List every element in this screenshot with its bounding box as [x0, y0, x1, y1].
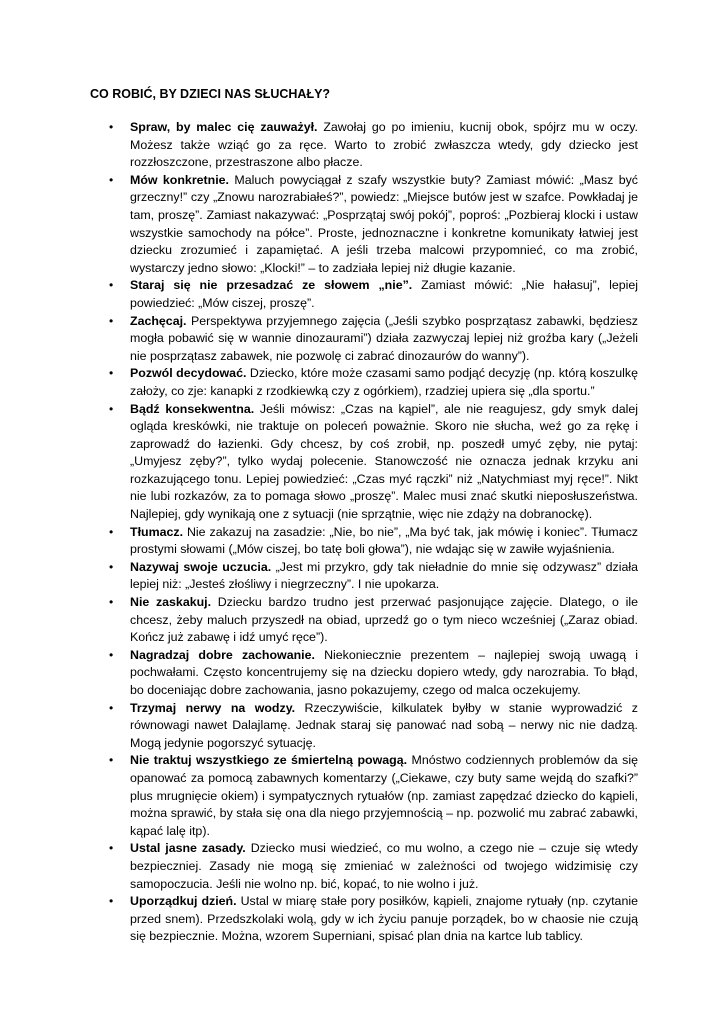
tip-body: Dziecko, które może czasami samo podjąć decyzję (np. którą koszulkę założy, co zje: kanapki z rzodkiewką czy z ogórkiem), rzadziej upiera się „dla sportu.” [130, 366, 638, 398]
tip-body: Nie zakazuj na zasadzie: „Nie, bo nie”, „Ma być tak, jak mówię i koniec”. Tłumacz prostymi słowami („Mów ciszej, bo tatę boli głowa”), nie wdając się w zawiłe wyjaśnienia. [130, 524, 638, 557]
tip-item [109, 313, 638, 366]
bullet-icon: • [109, 595, 114, 610]
tip-item [109, 277, 638, 312]
tip-body: Perspektywa przyjemnego zajęcia („Jeśli szybko posprzątasz zabawki, będziesz mogła pobawić się w wannie dinozaurami”) działa zazwyczaj lepiej niż groźba kary („Jeżeli nie posprzątasz zabawek, nie pozwolę ci zabrać dinozaurów do wanny”). [130, 313, 638, 363]
bullet-icon: • [109, 647, 114, 662]
bullet-icon: • [109, 841, 114, 856]
tip-heading: Tłumacz. [130, 524, 184, 539]
tip-item [109, 752, 638, 840]
tip-item [109, 700, 638, 753]
tip-item [109, 893, 638, 946]
bullet-icon: • [109, 120, 114, 134]
bullet-icon: • [109, 313, 114, 328]
tip-body: Zamiast mówić: „Nie hałasuj”, lepiej powiedzieć: „Mów ciszej, proszę”. [130, 278, 638, 310]
tip-heading: Mów konkretnie. [130, 172, 229, 187]
tip-item [109, 840, 638, 893]
tips-list [109, 119, 639, 946]
tip-item [109, 119, 638, 172]
tip-heading: Uporządkuj dzień. [130, 894, 237, 909]
tip-body: „Jest mi przykro, gdy tak nieładnie do mnie się odzywasz” działa lepiej niż: „Jesteś złośliwy i niegrzeczny”. I nie upokarza. [130, 559, 638, 592]
tip-heading: Ustal jasne zasady. [130, 841, 246, 856]
bullet-icon: • [109, 753, 114, 768]
tip-item [109, 647, 638, 700]
bullet-icon: • [109, 700, 114, 715]
tip-body: Zawołaj go po imieniu, kucnij obok, spójrz mu w oczy. Możesz także wziąć go za ręce. Warto to zrobić zwłaszcza wtedy, gdy dziecko jest rozzłoszczone, przestraszone albo płacze. [130, 120, 638, 170]
tip-body: Ustal w miarę stałe pory posiłków, kąpieli, znajome rytuały (np. czytanie przed snem). Przedszkolaki wolą, gdy w ich życiu panuje porządek, bo w chaosie nie czują się bezpiecznie. Można, wzorem Superniani, spisać plan dnia na kartce lub tablicy. [130, 894, 638, 944]
tip-heading: Nazywaj swoje uczucia. [130, 559, 272, 574]
tip-heading: Spraw, by malec cię zauważył. [130, 120, 318, 134]
tip-body: Dziecku bardzo trudno jest przerwać pasjonujące zajęcie. Dlatego, o ile chcesz, żeby maluch przyszedł na obiad, uprzedź go o tym nieco wcześniej („Zaraz obiad. Kończ już zabawę i idź umyć ręce”). [130, 595, 638, 645]
tip-body: Rzeczywiście, kilkulatek byłby w stanie wyprowadzić z równowagi nawet Dalajlamę. Jednak staraj się panować nad sobą – nerwy nic nie dadzą. Mogą jedynie pogorszyć sytuację. [130, 700, 638, 750]
tip-heading: Zachęcaj. [130, 313, 187, 328]
bullet-icon: • [109, 366, 114, 381]
bullet-icon: • [109, 401, 114, 416]
tip-item [109, 172, 638, 278]
tip-item [109, 401, 639, 524]
tip-body: Dziecko musi wiedzieć, co mu wolno, a czego nie – czuje się wtedy bezpieczniej. Zasady nie mogą się zmieniać w zależności od twojego widzimisię czy samopoczucia. Jeśli nie wolno np. bić, kopać, to nie wolno i już. [130, 841, 638, 891]
tip-body: Niekoniecznie prezentem – najlepiej swoją uwagą i pochwałami. Często koncentrujemy się na dziecku dopiero wtedy, gdy narozrabia. To błąd, bo doceniając dobre zachowania, jasno pokazujemy, czego od malca oczekujemy. [130, 647, 638, 697]
tip-heading: Nagradzaj dobre zachowanie. [130, 647, 315, 662]
tip-item [109, 365, 638, 400]
tip-heading: Nie traktuj wszystkiego ze śmiertelną powagą. [130, 753, 408, 768]
tip-item [109, 594, 638, 647]
tip-body: Mnóstwo codziennych problemów da się opanować za pomocą zabawnych komentarzy („Ciekawe, czy buty same wejdą do szafki?” plus mrugnięcie okiem) i sympatycznych rytuałów (np. zamiast zapędzać dziecko do kąpieli, można sprawić, by stała się ona dla niego przyjemnością – np. pozwolić mu zabrać zabawki, kąpać lalę itp). [130, 753, 638, 838]
tip-item [109, 524, 638, 559]
tip-item [109, 559, 638, 594]
bullet-icon: • [109, 524, 114, 539]
document-title: CO ROBIĆ, BY DZIECI NAS SŁUCHAŁY? [90, 87, 331, 101]
tip-heading: Bądź konsekwentna. [130, 401, 255, 416]
tip-heading: Pozwól decydować. [130, 366, 247, 381]
tip-heading: Trzymaj nerwy na wodzy. [130, 700, 296, 715]
tip-heading: Nie zaskakuj. [130, 595, 212, 610]
tip-body: Jeśli mówisz: „Czas na kąpiel”, ale nie reagujesz, gdy smyk dalej ogląda kreskówki, nie traktuje on poleceń poważnie. Skoro nie słucha, weź go za rękę i zaprowadź do łazienki. Gdy chcesz, by coś zrobił, np. poszedł umyć zęby, nie pytaj: „Umyjesz zęby?”, tylko wydaj polecenie. Stanowczość nie oznacza jednak krzyku ani rozkazującego tonu. Lepiej powiedzieć: „Czas myć rączki” niż „Natychmiast myj ręce!”. Nikt nie lubi rozkazów, za to pomaga słowo „proszę”. Malec musi znać skutki nieposłuszeństwa. Najlepiej, gdy wynikają one z sytuacji (nie sprzątnie, więc nie zdąży na dobranockę). [130, 401, 639, 522]
bullet-icon: • [109, 278, 114, 293]
bullet-icon: • [109, 559, 114, 574]
tip-heading: Staraj się nie przesadzać ze słowem „nie”. [130, 278, 413, 293]
bullet-icon: • [109, 172, 114, 187]
tip-body: Maluch powyciągał z szafy wszystkie buty? Zamiast mówić: „Masz być grzeczny!” czy „Znowu narozrabiałeś?”, powiedz: „Miejsce butów jest w szafce. Powkładaj je tam, proszę”. Zamiast nakazywać: „Posprzątaj swój pokój”, poproś: „Pozbieraj klocki i ustaw wszystkie samochody na półce”. Proste, jednoznaczne i konkretne komunikaty łatwiej jest dziecku zrozumieć i zapamiętać. A jeśli trzeba malcowi przypomnieć, co ma zrobić, wystarczy jedno słowo: „Klocki!” – to zadziała lepiej niż długie kazanie. [130, 172, 638, 275]
bullet-icon: • [109, 894, 114, 909]
